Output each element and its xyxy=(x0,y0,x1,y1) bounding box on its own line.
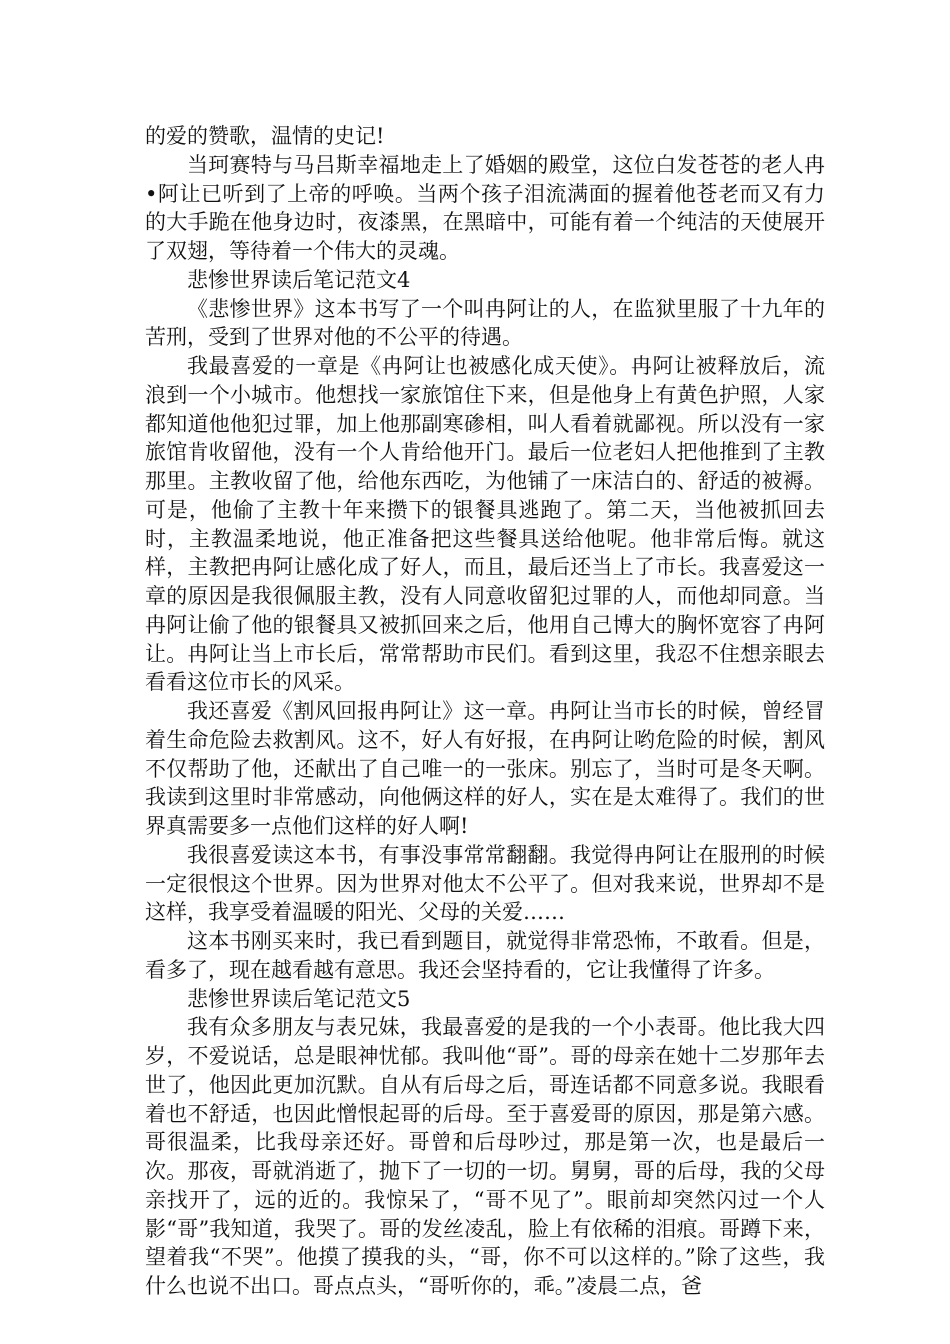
paragraph-8: 我有众多朋友与表兄妹，我最喜爱的是我的一个小表哥。他比我大四岁，不爱说话，总是眼神忧郁。我叫他“哥”。哥的母亲在她十二岁那年去世了，他因此更加沉默。自从有后母之后，哥连话都不同意多说。我眼看着也不舒适，也因此憎恨起哥的后母。至于喜爱哥的原因，那是第六感。哥很温柔，比我母亲还好。哥曾和后母吵过，那是第一次，也是最后一次。那夜，哥就消逝了，抛下了一切的一切。舅舅，哥的后母，我的父母亲找开了，远的近的。我惊呆了，“哥不见了”。眼前却突然闪过一个人影“哥”我知道，我哭了。哥的发丝凌乱，脸上有依稀的泪痕。哥蹲下来，望着我“不哭”。他摸了摸我的头，“哥，你不可以这样的。”除了这些，我什么也说不出口。哥点点头，“哥听你的，乖。”凌晨二点，爸 xyxy=(145,1015,825,1298)
paragraph-4: 我最喜爱的一章是《冉阿让也被感化成天使》。冉阿让被释放后，流浪到一个小城市。他想找一家旅馆住下来，但是他身上有黄色护照，人家都知道他他犯过罪，加上他那副寒碜相，叫人看着就鄙视。所以没有一家旅馆肯收留他，没有一个人肯给他开门。最后一位老妇人把他推到了主教那里。主教收留了他，给他东西吃，为他铺了一床洁白的、舒适的被褥。可是，他偷了主教十年来攒下的银餐具逃跑了。第二天，当他被抓回去时，主教温柔地说，他正准备把这些餐具送给他呢。他非常后悔。就这样，主教把冉阿让感化成了好人，而且，最后还当上了市长。我喜爱这一章的原因是我很佩服主教，没有人同意收留犯过罪的人，而他却同意。当冉阿让偷了他的银餐具又被抓回来之后，他用自己博大的胸怀宽容了冉阿让。冉阿让当上市长后，常常帮助市民们。看到这里，我忍不住想亲眼去看看这位市长的风采。 xyxy=(145,354,825,695)
paragraph-7: 这本书刚买来时，我已看到题目，就觉得非常恐怖，不敢看。但是，看多了，现在越看越有意思。我还会坚持看的，它让我懂得了许多。 xyxy=(145,929,825,982)
paragraph-1: 的爱的赞歌，温情的史记! xyxy=(145,124,385,148)
section-heading-4: 悲惨世界读后笔记范文4 xyxy=(187,267,411,292)
document-body xyxy=(145,122,825,1301)
paragraph-5: 我还喜爱《割风回报冉阿让》这一章。冉阿让当市长的时候，曾经冒着生命危险去救割风。这不，好人有好报，在冉阿让哟危险的时候，割风不仅帮助了他，还献出了自己唯一的一张床。别忘了，当时可是冬天啊。我读到这里时非常感动，向他俩这样的好人，实在是太难得了。我们的世界真需要多一点他们这样的好人啊! xyxy=(145,699,825,838)
section-heading-5: 悲惨世界读后笔记范文5 xyxy=(187,986,411,1011)
paragraph-6: 我很喜爱读这本书，有事没事常常翻翻。我觉得冉阿让在服刑的时候一定很恨这个世界。因为世界对他太不公平了。但对我来说，世界却不是这样，我享受着温暖的阳光、父母的关爱…… xyxy=(145,842,825,925)
paragraph-2: 当珂赛特与马吕斯幸福地走上了婚姻的殿堂，这位白发苍苍的老人冉•阿让已听到了上帝的呼唤。当两个孩子泪流满面的握着他苍老而又有力的大手跪在他身边时，夜漆黑，在黑暗中，可能有着一个纯洁的天使展开了双翅，等待着一个伟大的灵魂。 xyxy=(145,152,825,263)
paragraph-3: 《悲惨世界》这本书写了一个叫冉阿让的人，在监狱里服了十九年的苦刑，受到了世界对他的不公平的待遇。 xyxy=(145,296,825,350)
